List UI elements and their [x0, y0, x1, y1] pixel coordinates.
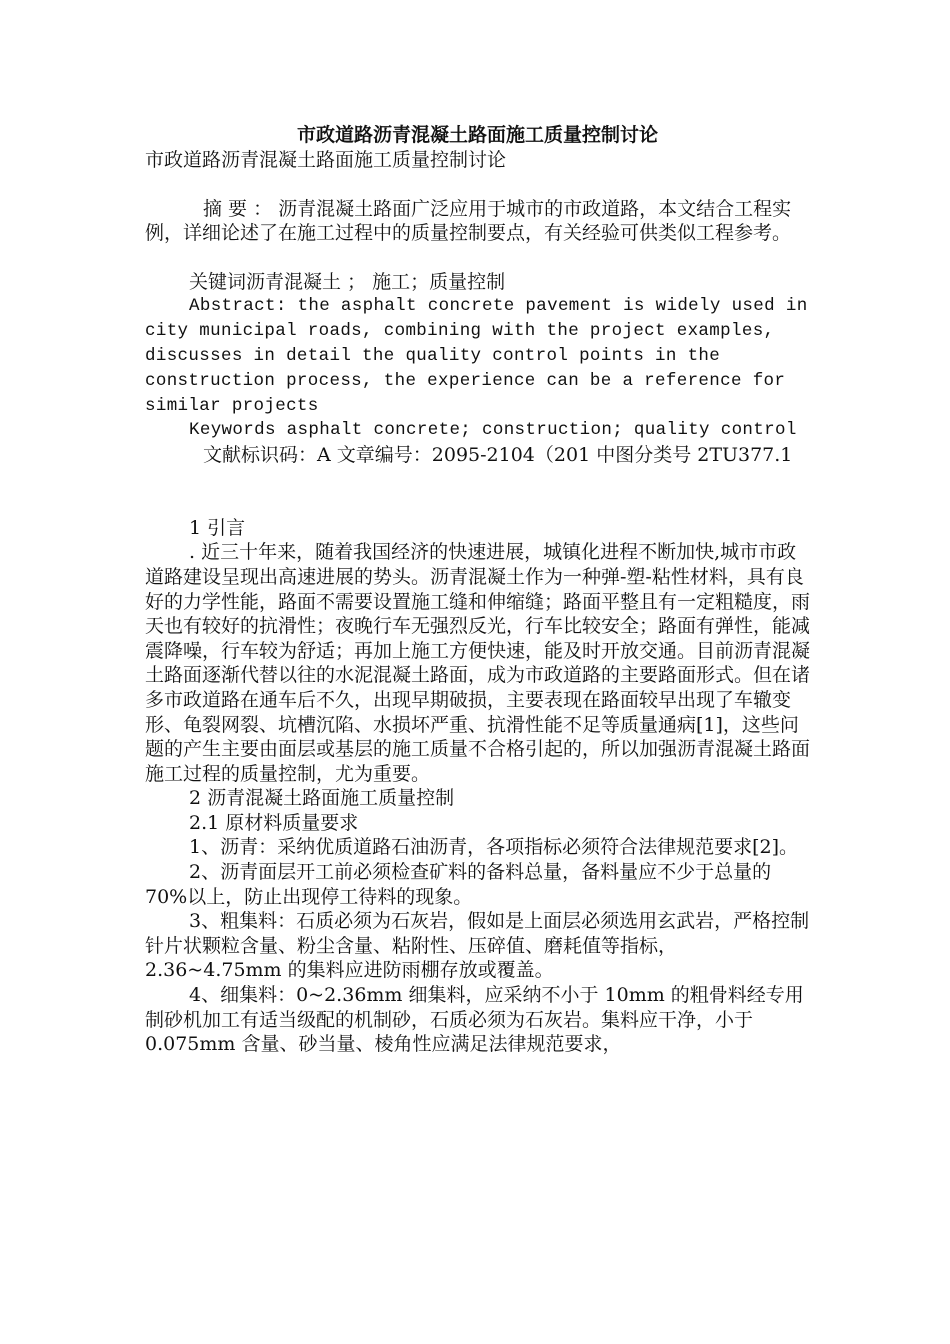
list-item: 4、细集料：0~2.36mm 细集料，应采纳不小于 10mm 的粗骨料经专用制砂机加工有适当级配的机制砂，石质必须为石灰岩。集料应干净，小于 0.075mm 含量、砂当量、棱角性应满足法律规范要求， [145, 984, 804, 1056]
spacer [145, 173, 810, 197]
section-2-1-heading: 2.1 原材料质量要求 [189, 811, 359, 834]
spacer [145, 246, 810, 270]
section-2-heading: 2 沥青混凝土路面施工质量控制 [189, 787, 455, 810]
document-subtitle: 市政道路沥青混凝土路面施工质量控制讨论 [145, 149, 507, 171]
keywords-en: Keywords asphalt concrete; construction; quality control [189, 420, 797, 441]
list-item: 2、沥青面层开工前必须检查矿料的备料总量，备料量应不少于总量的 70%以上，防止出现停工待料的现象。 [145, 861, 772, 908]
document-title: 市政道路沥青混凝土路面施工质量控制讨论 [296, 124, 658, 146]
abstract-en: Abstract: the asphalt concrete pavement is widely used in city municipal roads, combining with the project examples, discusses in detail the quality control points in the construction process, the experience can be a reference for similar projects [145, 296, 808, 416]
keywords-cn: 关键词沥青混凝土 ； 施工；质量控制 [189, 270, 506, 293]
spacer [145, 468, 810, 516]
document-page [145, 122, 810, 1057]
list-item: 3、粗集料：石质必须为石灰岩，假如是上面层必须选用玄武岩，严格控制针片状颗粒含量、粉尘含量、粘附性、压碎值、磨耗值等指标，2.36~4.75mm 的集料应进防雨棚存放或覆盖。 [145, 910, 810, 982]
list-item: 1、沥青：采纳优质道路石油沥青，各项指标必须符合法律规范要求[2]。 [189, 836, 799, 859]
section-1-body: . 近三十年来，随着我国经济的快速进展，城镇化进程不断加快,城市市政道路建设呈现出高速进展的势头。沥青混凝土作为一种弹-塑-粘性材料，具有良好的力学性能，路面不需要设置施工缝和伸缩缝；路面平整且有一定粗糙度，雨天也有较好的抗滑性；夜晚行车无强烈反光，行车比较安全；路面有弹性，能减震降噪，行车较为舒适；再加上施工方便快速，能及时开放交通。目前沥青混凝土路面逐渐代替以往的水泥混凝土路面，成为市政道路的主要路面形式。但在诸多市政道路在通车后不久，出现早期破损，主要表现在路面较早出现了车辙变形、龟裂网裂、坑槽沉陷、水损坏严重、抗滑性能不足等质量通病[1]，这些问题的产生主要由面层或基层的施工质量不合格引起的，所以加强沥青混凝土路面施工过程的质量控制，尤为重要。 [145, 541, 811, 785]
document-code: 文献标识码：A 文章编号：2095-2104（201 中图分类号 2TU377.1 [203, 444, 793, 467]
abstract-cn: 摘 要 ： 沥青混凝土路面广泛应用于城市的市政道路，本文结合工程实例，详细论述了在施工过程中的质量控制要点，有关经验可供类似工程参考。 [145, 197, 792, 245]
section-1-heading: 1 引言 [189, 516, 246, 539]
